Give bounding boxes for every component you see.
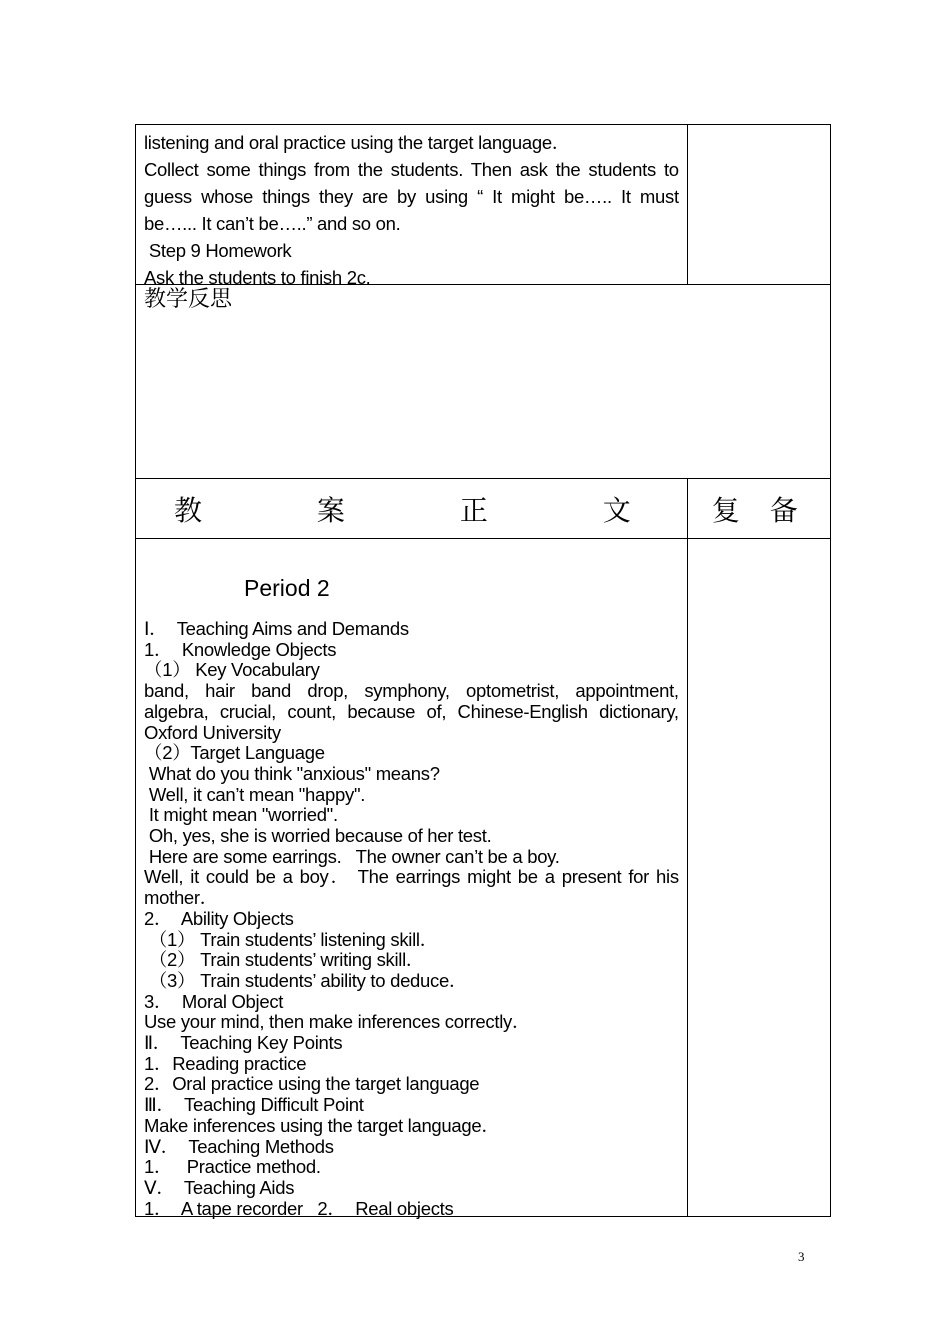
content-line: Oh, yes, she is worried because of her test. [144, 825, 492, 847]
content-line: （2）Target Language [144, 742, 325, 764]
heading-row [136, 479, 831, 539]
text-line: listening and oral practice using the target language． [144, 132, 571, 153]
content-line: （3） Train students’ ability to deduce． [144, 969, 468, 991]
heading-char: 正 [459, 493, 488, 527]
lesson-plan-table [135, 124, 831, 1217]
content-line: Well, it could be a boy． The earrings might be a present for his mother． [144, 866, 679, 909]
content-line: 1． Knowledge Objects [144, 638, 337, 660]
step-heading: Step 9 Homework [144, 240, 292, 261]
heading-char: 教 [174, 493, 203, 527]
heading-side-cell [687, 479, 830, 539]
content-line: 1． A tape recorder 2． Real objects [144, 1197, 454, 1219]
content-line: Ⅳ． Teaching Methods [144, 1135, 334, 1157]
content-line: band, hair band drop, symphony, optometrist, appointment, algebra, crucial, count, because of, Chinese-English dictionary, Oxford University [144, 680, 679, 743]
content-line: （1） Train students’ listening skill． [144, 928, 438, 950]
content-line: Ⅴ． Teaching Aids [144, 1176, 295, 1198]
content-line: Ⅰ． Teaching Aims and Demands [144, 618, 409, 639]
text-line: Ask the students to finish 2c. [144, 267, 371, 288]
content-line: （1） Key Vocabulary [144, 659, 320, 681]
heading-char: 备 [769, 493, 798, 527]
heading-char: 复 [711, 493, 740, 527]
reflection-cell [136, 285, 831, 479]
period-content [144, 619, 679, 1219]
side-notes-cell [687, 125, 830, 285]
heading-char: 文 [602, 493, 631, 527]
content-line: Make inferences using the target language． [144, 1114, 500, 1136]
content-line: 1． Practice method. [144, 1156, 321, 1178]
period-row [136, 539, 831, 1217]
content-line: Ⅱ． Teaching Key Points [144, 1032, 343, 1054]
content-line: 3． Moral Object [144, 990, 284, 1012]
continuation-row [136, 125, 831, 285]
period-main-cell [136, 539, 688, 1217]
page-number: 3 [798, 1249, 805, 1264]
content-line: Well, it can’t mean "happy". [144, 783, 366, 805]
heading-main-cell [136, 479, 688, 539]
content-line: （2） Train students’ writing skill． [144, 949, 425, 971]
content-line: Ⅲ． Teaching Difficult Point [144, 1094, 364, 1116]
content-line: 2．Oral practice using the target language [144, 1073, 480, 1095]
content-line: Here are some earrings. The owner can’t be a boy. [144, 845, 560, 867]
period-side-cell [687, 539, 830, 1217]
period-title: Period 2 [244, 575, 330, 601]
text-paragraph: Collect some things from the students. Then ask the students to guess whose things they are by using “ It might be….. It must be…... It can’t be…..” and so on. [144, 159, 679, 234]
heading-char: 案 [316, 493, 345, 527]
reflection-label: 教学反思 [144, 287, 233, 312]
continuation-cell [136, 125, 688, 288]
reflection-row [136, 285, 831, 479]
content-line: Use your mind, then make inferences correctly． [144, 1011, 531, 1033]
content-line: 1．Reading practice [144, 1052, 307, 1074]
content-line: What do you think "anxious" means? [144, 762, 440, 784]
content-line: 2． Ability Objects [144, 907, 294, 929]
content-line: It might mean "worried". [144, 804, 338, 826]
